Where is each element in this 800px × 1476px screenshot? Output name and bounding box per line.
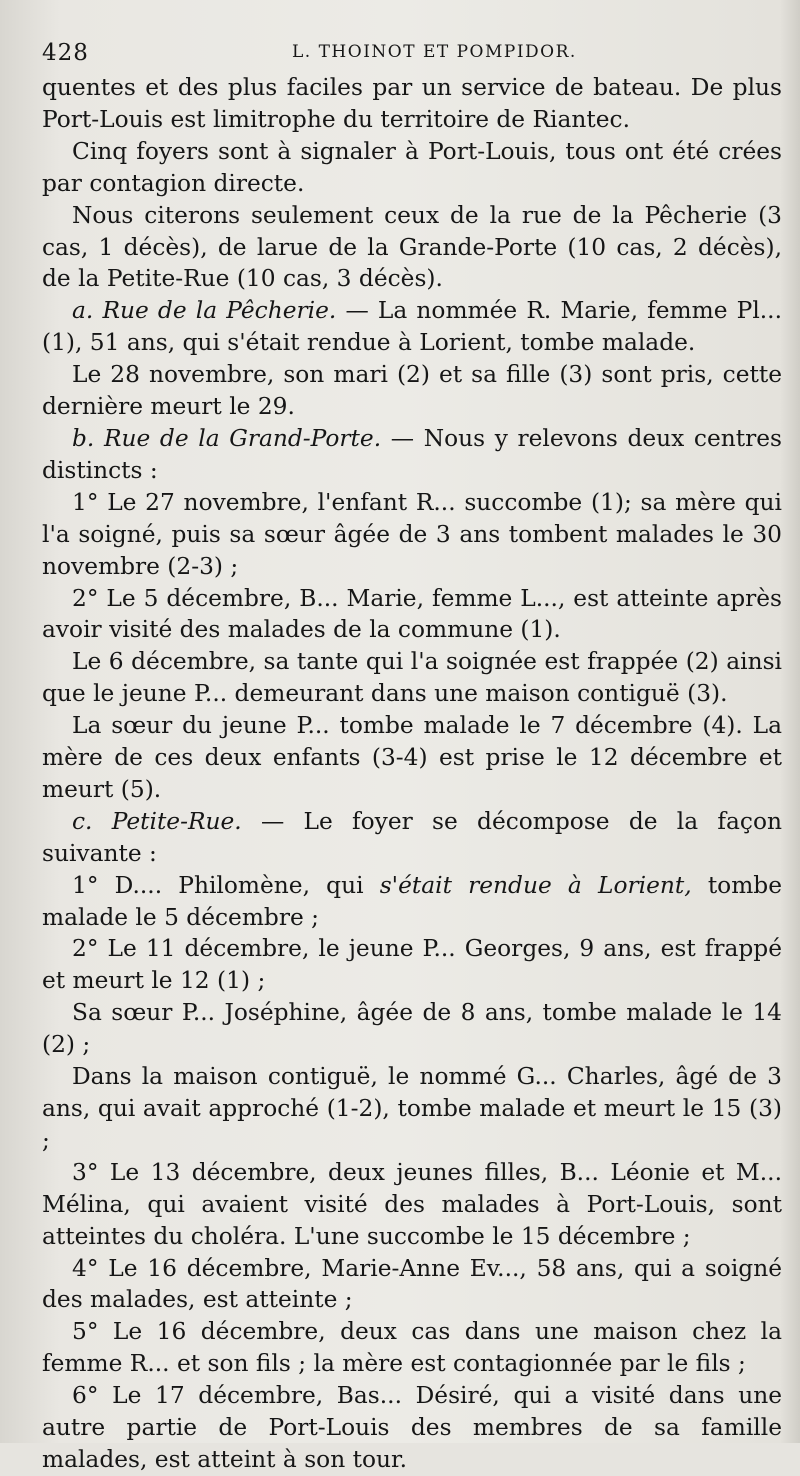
list-item: 6° Le 17 décembre, Bas... Désiré, qui a visité dans une autre partie de Port-Louis des membres de sa famille malades, est atteint à son tour. — [42, 1382, 782, 1473]
section-paragraph-c: c. Petite-Rue. — Le foyer se décompose de la façon suivante : — [42, 807, 782, 867]
section-paragraph-a: a. Rue de la Pêcherie. — La nommée R. Marie, femme Pl... (1), 51 ans, qui s'était rendue à Lorient, tombe malade. — [42, 297, 782, 357]
paragraph: Le 28 novembre, son mari (2) et sa fille (3) sont pris, cette dernière meurt le 29. — [42, 361, 782, 421]
list-item: 1° D.... Philomène, qui s'était rendue à Lorient, tombe malade le 5 décembre ; — [42, 871, 782, 931]
list-item: 1° Le 27 novembre, l'enfant R... succombe (1); sa mère qui l'a soigné, puis sa sœur âgée de 3 ans tombent malades le 30 novembre (2-3) ; — [42, 488, 782, 580]
running-head-title: L. THOINOT ET POMPIDOR. — [292, 42, 577, 62]
section-heading: b. Rue de la Grand-Porte. — [72, 424, 382, 452]
page-number: 428 — [42, 40, 89, 66]
paragraph: Nous citerons seulement ceux de la rue de la Pêcherie (3 cas, 1 décès), de larue de la Grande-Porte (10 cas, 2 décès), de la Petite-Rue (10 cas, 3 décès). — [42, 201, 782, 293]
section-heading: a. Rue de la Pêcherie. — [72, 297, 337, 325]
list-item: 2° Le 11 décembre, le jeune P... Georges, 9 ans, est frappé et meurt le 12 (1) ; — [42, 935, 782, 995]
running-head — [42, 36, 782, 72]
paragraph: Le 6 décembre, sa tante qui l'a soignée est frappée (2) ainsi que le jeune P... demeurant dans une maison contiguë (3). — [42, 648, 782, 708]
list-item: 5° Le 16 décembre, deux cas dans une maison chez la femme R... et son fils ; la mère est contagionnée par le fils ; — [42, 1318, 782, 1378]
list-item: 2° Le 5 décembre, B... Marie, femme L..., est atteinte après avoir visité des malades de la commune (1). — [42, 584, 782, 644]
list-item: 3° Le 13 décembre, deux jeunes filles, B... Léonie et M... Mélina, qui avaient visité des malades à Port-Louis, sont atteintes du choléra. L'une succombe le 15 décembre ; — [42, 1158, 782, 1250]
paragraph: Dans la maison contiguë, le nommé G... Charles, âgé de 3 ans, qui avait approché (1-2), tombe malade et meurt le 15 (3) ; — [42, 1063, 782, 1154]
paragraph: Cinq foyers sont à signaler à Port-Louis, tous ont été crées par contagion directe. — [42, 137, 782, 197]
paragraph: Sa sœur P... Joséphine, âgée de 8 ans, tombe malade le 14 (2) ; — [42, 999, 782, 1059]
list-item: 4° Le 16 décembre, Marie-Anne Ev..., 58 ans, qui a soigné des malades, est atteinte ; — [42, 1254, 782, 1314]
body-text — [42, 72, 782, 1476]
paragraph: La sœur du jeune P... tombe malade le 7 décembre (4). La mère de ces deux enfants (3-4) est prise le 12 décembre et meurt (5). — [42, 712, 782, 803]
section-paragraph-b: b. Rue de la Grand-Porte. — Nous y relevons deux centres distincts : — [42, 424, 783, 484]
section-heading: c. Petite-Rue. — [72, 807, 242, 835]
paragraph: quentes et des plus faciles par un service de bateau. De plus Port-Louis est limitrophe du territoire de Riantec. — [42, 74, 782, 133]
